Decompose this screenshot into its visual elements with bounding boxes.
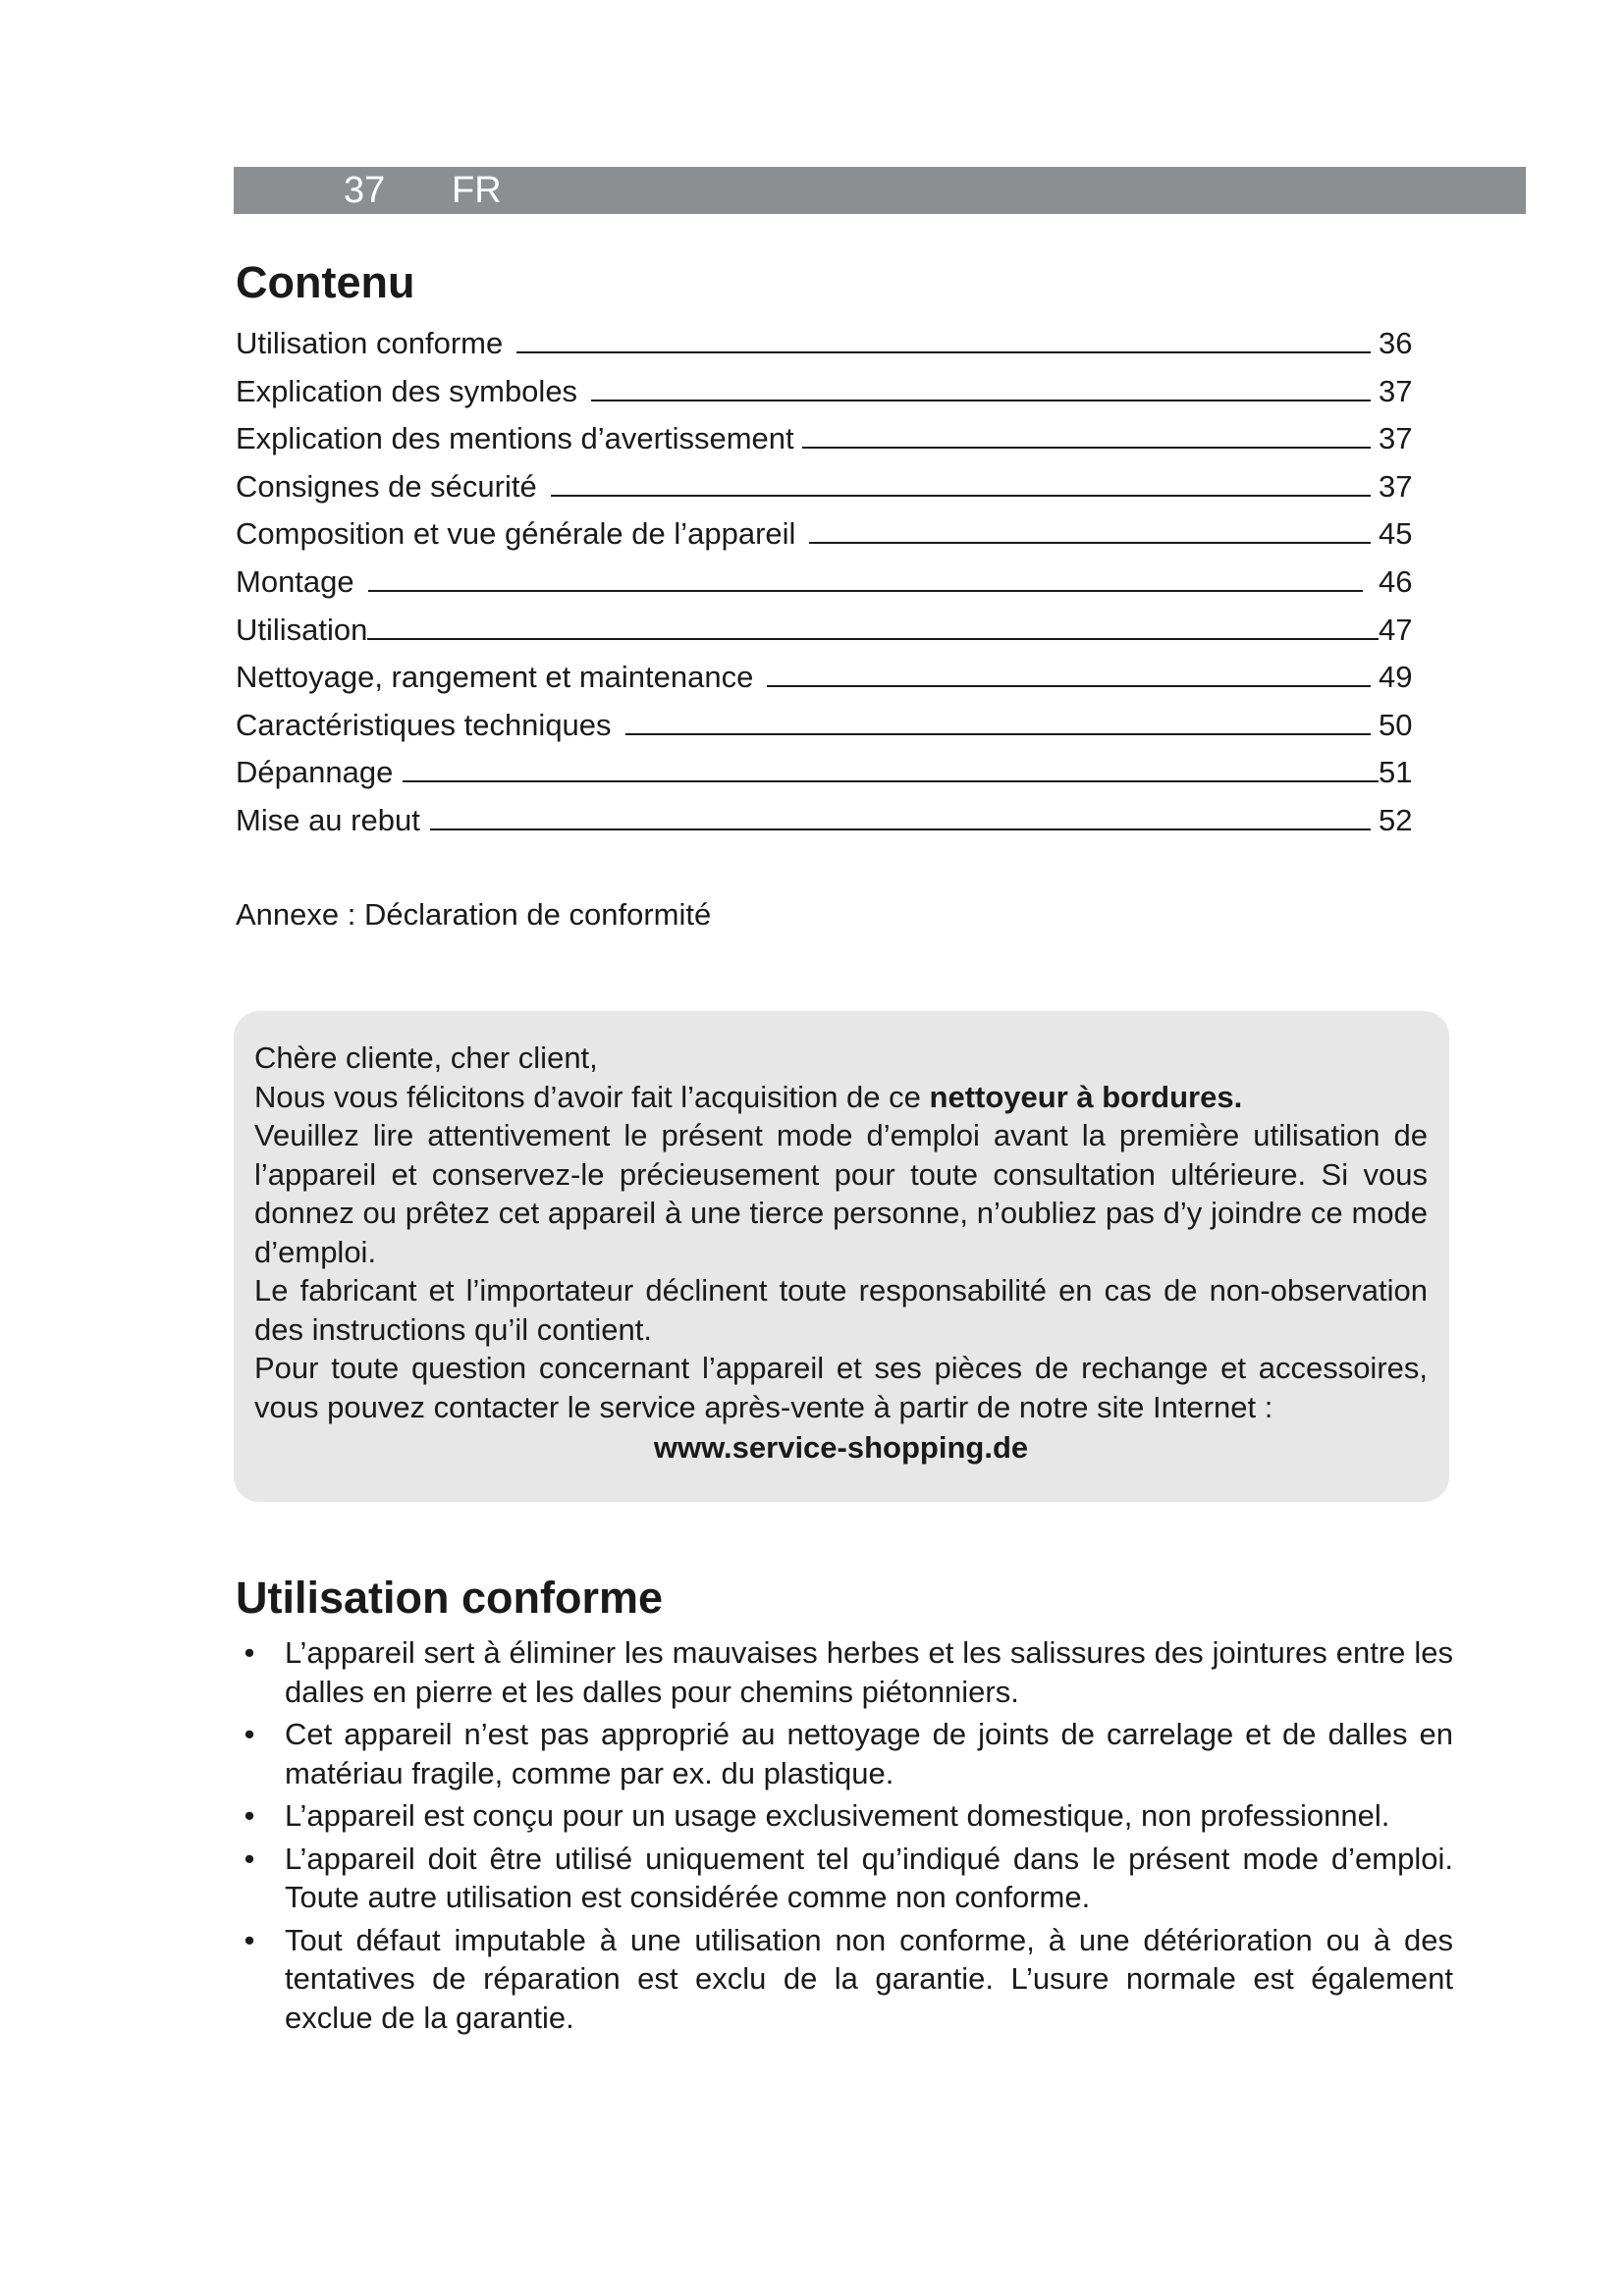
toc-entry [236, 326, 1424, 374]
toc-entry-label: Explication des mentions d’avertissement [236, 421, 794, 456]
bullet-icon: • [244, 1635, 255, 1670]
bullet-icon: • [244, 1798, 255, 1833]
list-item [236, 1921, 1453, 2038]
list-item [236, 1796, 1453, 1836]
notice-paragraph: Veuillez lire attentivement le présent mode d’emploi avant la première utilisation de l’appareil et conservez-le précieusement pour toute consultation ultérieure. Si vous donnez ou prêtez cet appareil à une tierce personne, n’oubliez pas d’y joindre ce mode d’emploi. [254, 1118, 1428, 1269]
toc-entry-page: 37 [1379, 421, 1413, 456]
toc-entry-label: Consignes de sécurité [236, 468, 537, 504]
list-item [236, 1840, 1453, 1917]
list-item-text: Cet appareil n’est pas approprié au nettoyage de joints de carrelage et de dalles en matériau fragile, comme par ex. du plastique. [285, 1717, 1453, 1790]
toc-entry-label: Explication des symboles [236, 373, 578, 408]
list-item-text: Tout défaut imputable à une utilisation non conforme, à une détérioration ou à des tentatives de réparation est exclu de la garantie. L’usure normale est également exclue de la garantie. [285, 1922, 1453, 2035]
toc-entry-page: 47 [1379, 612, 1413, 647]
toc-title: Contenu [236, 257, 415, 307]
toc-entry [236, 708, 1424, 756]
toc-entry [236, 755, 1424, 803]
list-item-text: L’appareil doit être utilisé uniquement tel qu’indiqué dans le présent mode d’emploi. Toute autre utilisation est considérée comme non conforme. [285, 1841, 1453, 1914]
toc-entry [236, 374, 1424, 422]
toc-entry [236, 660, 1424, 708]
list-item [236, 1715, 1453, 1792]
page-header-bar [234, 167, 1526, 214]
toc-leader-line [591, 374, 1371, 401]
toc-entry-page: 46 [1379, 563, 1413, 599]
toc-entry [236, 613, 1424, 661]
toc-leader-line [367, 613, 1379, 640]
toc-entry [236, 421, 1424, 469]
toc-entry-label: Dépannage [236, 755, 394, 790]
toc-entry-label: Nettoyage, rangement et maintenance [236, 660, 754, 695]
toc-entry-label: Mise au rebut [236, 802, 420, 837]
page-number: 37 [344, 170, 386, 211]
toc-entry [236, 803, 1424, 851]
notice-greeting: Chère cliente, cher client, [254, 1041, 598, 1075]
toc-leader-line [516, 326, 1371, 353]
toc-entry-page: 37 [1379, 468, 1413, 504]
toc-entry-page: 50 [1379, 707, 1413, 742]
annex-note: Annexe : Déclaration de conformité [236, 897, 712, 932]
notice-product-name: nettoyeur à bordures. [929, 1079, 1243, 1114]
list-item [236, 1633, 1453, 1711]
toc-entry-label: Utilisation [236, 612, 368, 647]
notice-paragraph: Le fabricant et l’importateur déclinent toute responsabilité en cas de non-observation des instructions qu’il contient. [254, 1273, 1428, 1347]
toc-leader-line [625, 708, 1371, 735]
toc-entry-page: 51 [1379, 755, 1413, 790]
notice-congrats [254, 1078, 1428, 1117]
toc-entry-page: 36 [1379, 326, 1413, 360]
toc-entry-label: Composition et vue générale de l’appareil [236, 516, 796, 552]
service-website-url: www.service-shopping.de [653, 1430, 1029, 1465]
toc-entry-page: 45 [1379, 516, 1413, 552]
toc-entry-page: 49 [1379, 660, 1413, 695]
usage-bullet-list [236, 1633, 1453, 2041]
toc-leader-line [767, 660, 1371, 687]
toc-entry-label: Utilisation conforme [236, 326, 504, 360]
bullet-icon: • [244, 1841, 255, 1876]
bullet-icon: • [244, 1717, 255, 1751]
list-item-text: L’appareil est conçu pour un usage exclusivement domestique, non professionnel. [285, 1798, 1390, 1833]
language-code: FR [452, 170, 502, 211]
toc-entry [236, 516, 1424, 564]
toc-leader-line [551, 469, 1371, 497]
toc-leader-line [802, 421, 1371, 449]
toc-entry-page: 52 [1379, 802, 1413, 837]
toc-entry [236, 564, 1424, 613]
toc-entry [236, 469, 1424, 517]
toc-entry-page: 37 [1379, 373, 1413, 408]
notice-congrats-text: Nous vous félicitons d’avoir fait l’acquisition de ce [254, 1079, 930, 1114]
toc-leader-line [403, 755, 1379, 782]
toc-leader-line [809, 516, 1371, 544]
bullet-icon: • [244, 1922, 255, 1957]
toc-leader-line [368, 564, 1363, 592]
toc-entry-label: Caractéristiques techniques [236, 707, 612, 742]
table-of-contents [236, 326, 1424, 851]
section-title: Utilisation conforme [236, 1573, 664, 1623]
customer-notice-box [234, 1011, 1449, 1502]
notice-paragraph: Pour toute question concernant l’appareil et ses pièces de rechange et accessoires, vous pouvez contacter le service après-vente à partir de notre site Internet : [254, 1351, 1428, 1424]
list-item-text: L’appareil sert à éliminer les mauvaises herbes et les salissures des jointures entre les dalles en pierre et les dalles pour chemins piétonniers. [285, 1635, 1453, 1709]
toc-leader-line [430, 803, 1371, 830]
toc-entry-label: Montage [236, 563, 354, 599]
